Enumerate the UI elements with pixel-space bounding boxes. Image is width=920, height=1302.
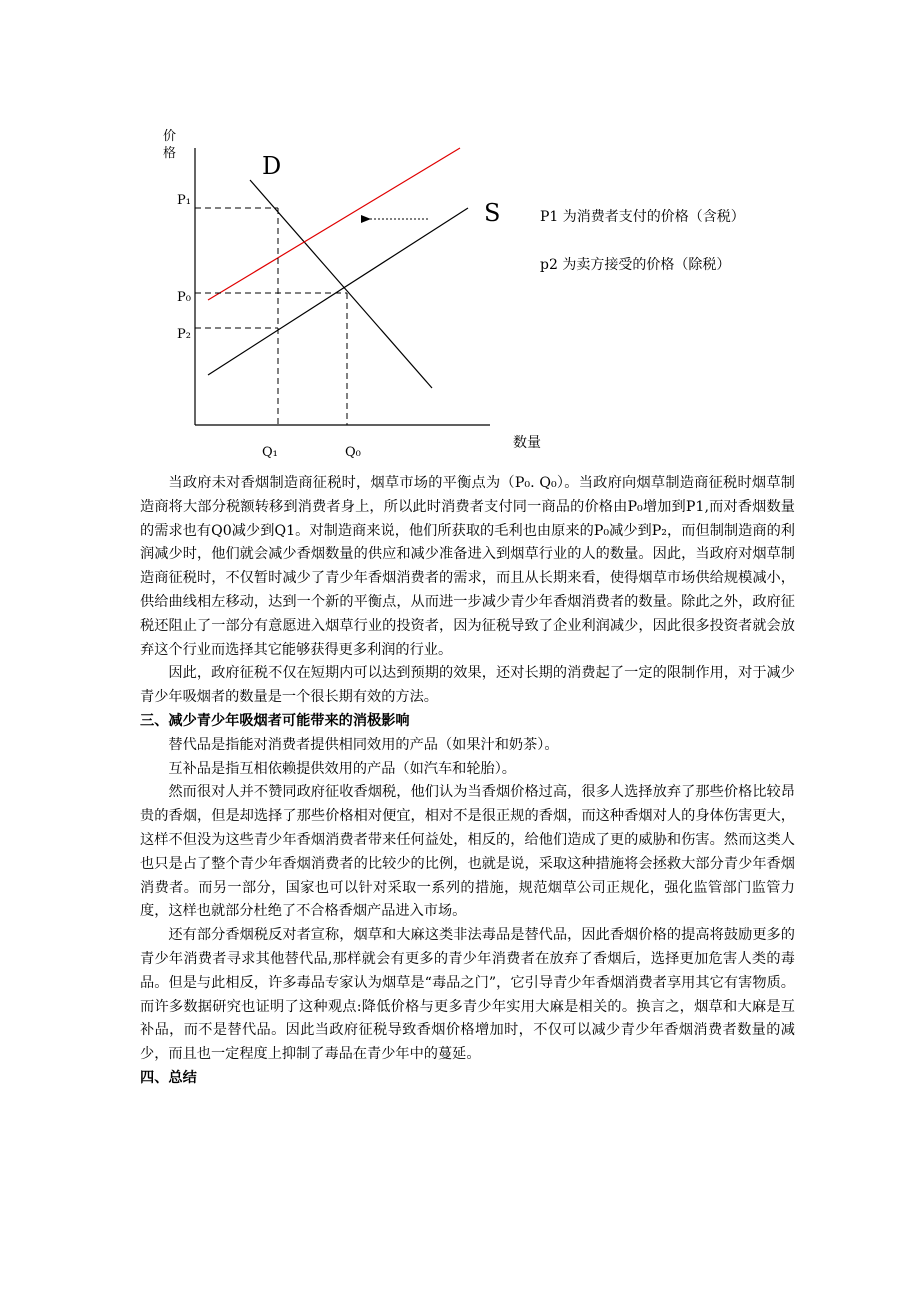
- paragraph: 替代品是指能对消费者提供相同效用的产品（如果汁和奶茶）。: [168, 736, 559, 753]
- paragraph: 互补品是指互相依赖提供效用的产品（如汽车和轮胎）。: [168, 760, 516, 777]
- q1-tick-label: Q₁: [262, 445, 278, 460]
- note-p1: P1 为消费者支付的价格（含税）: [540, 209, 745, 225]
- paragraph: 因此，政府征税不仅在短期内可以达到预期的效果，还对长期的消费起了一定的限制作用，对于减少青少年吸烟者的数量是一个很长期有效的方法。: [140, 665, 795, 706]
- p2-tick-label: P₂: [177, 327, 191, 342]
- q0-tick-label: Q₀: [345, 445, 361, 460]
- section-heading: 三、减少青少年吸烟者可能带来的消极影响: [140, 712, 410, 729]
- section-heading: 四、总结: [140, 1069, 197, 1086]
- paragraph: 然而很对人并不赞同政府征收香烟税，他们认为当香烟价格过高，很多人选择放弃了那些价格比较昂贵的香烟，但是却选择了那些价格相对便宜，相对不是很正规的香烟，而这种香烟对人的身体伤害更大，这样不但没为这些青少年香烟消费者带来任何益处，相反的，给他们造成了更的威胁和伤害。然而这类人也只是占了整个青少年香烟消费者的比较少的比例，也就是说，采取这种措施将会拯救大部分青少年香烟消费者。而另一部分，国家也可以针对采取一系列的措施，规范烟草公司正规化，强化监管部门监管力度，这样也就部分杜绝了不合格香烟产品进入市场。: [140, 784, 795, 920]
- taxed-supply-curve: [208, 148, 460, 300]
- document-body: [140, 472, 795, 1091]
- y-axis-label: 价格: [163, 129, 177, 161]
- p1-tick-label: P₁: [177, 193, 191, 208]
- diagram-graphic: [0, 0, 920, 470]
- supply-demand-diagram: [0, 0, 920, 470]
- demand-curve: [250, 180, 432, 388]
- paragraph: 还有部分香烟税反对者宣称，烟草和大麻这类非法毒品是替代品，因此香烟价格的提高将鼓励更多的青少年消费者寻求其他替代品,那样就会有更多的青少年消费者在放弃了香烟后，选择更加危害人类的毒品。但是与此相反，许多毒品专家认为烟草是“毒品之门”，它引导青少年香烟消费者享用其它有害物质。而许多数据研究也证明了这种观点:降低价格与更多青少年实用大麻是相关的。换言之，烟草和大麻是互补品，而不是替代品。因此当政府征税导致香烟价格增加时，不仅可以减少青少年香烟消费者数量的减少，而且也一定程度上抑制了毒品在青少年中的蔓延。: [140, 927, 795, 1063]
- supply-label: S: [484, 199, 501, 227]
- x-axis-label: 数量: [513, 435, 541, 451]
- demand-label: D: [262, 152, 282, 180]
- paragraph: 当政府未对香烟制造商征税时，烟草市场的平衡点为（P₀. Q₀）。当政府向烟草制造商征税时烟草制造商将大部分税额转移到消费者身上，所以此时消费者支付同一商品的价格由P₀增加到P1,而对香烟数量的需求也有Q0减少到Q1。对制造商来说，他们所获取的毛利也由原来的P₀减少到P₂，而但制制造商的利润减少时，他们就会减少香烟数量的供应和减少准备进入到烟草行业的人的数量。因此，当政府对烟草制造商征税时，不仅暂时减少了青少年香烟消费者的需求，而且从长期来看，使得烟草市场供给规模减小，供给曲线相左移动，达到一个新的平衡点，从而进一步减少青少年香烟消费者的数量。除此之外，政府征税还阻止了一部分有意愿进入烟草行业的投资者，因为征税导致了企业利润减少，因此很多投资者就会放弃这个行业而选择其它能够获得更多利润的行业。: [140, 475, 795, 658]
- p0-tick-label: P₀: [177, 290, 191, 305]
- supply-curve: [208, 208, 468, 375]
- note-p2: p2 为卖方接受的价格（除税）: [540, 257, 731, 273]
